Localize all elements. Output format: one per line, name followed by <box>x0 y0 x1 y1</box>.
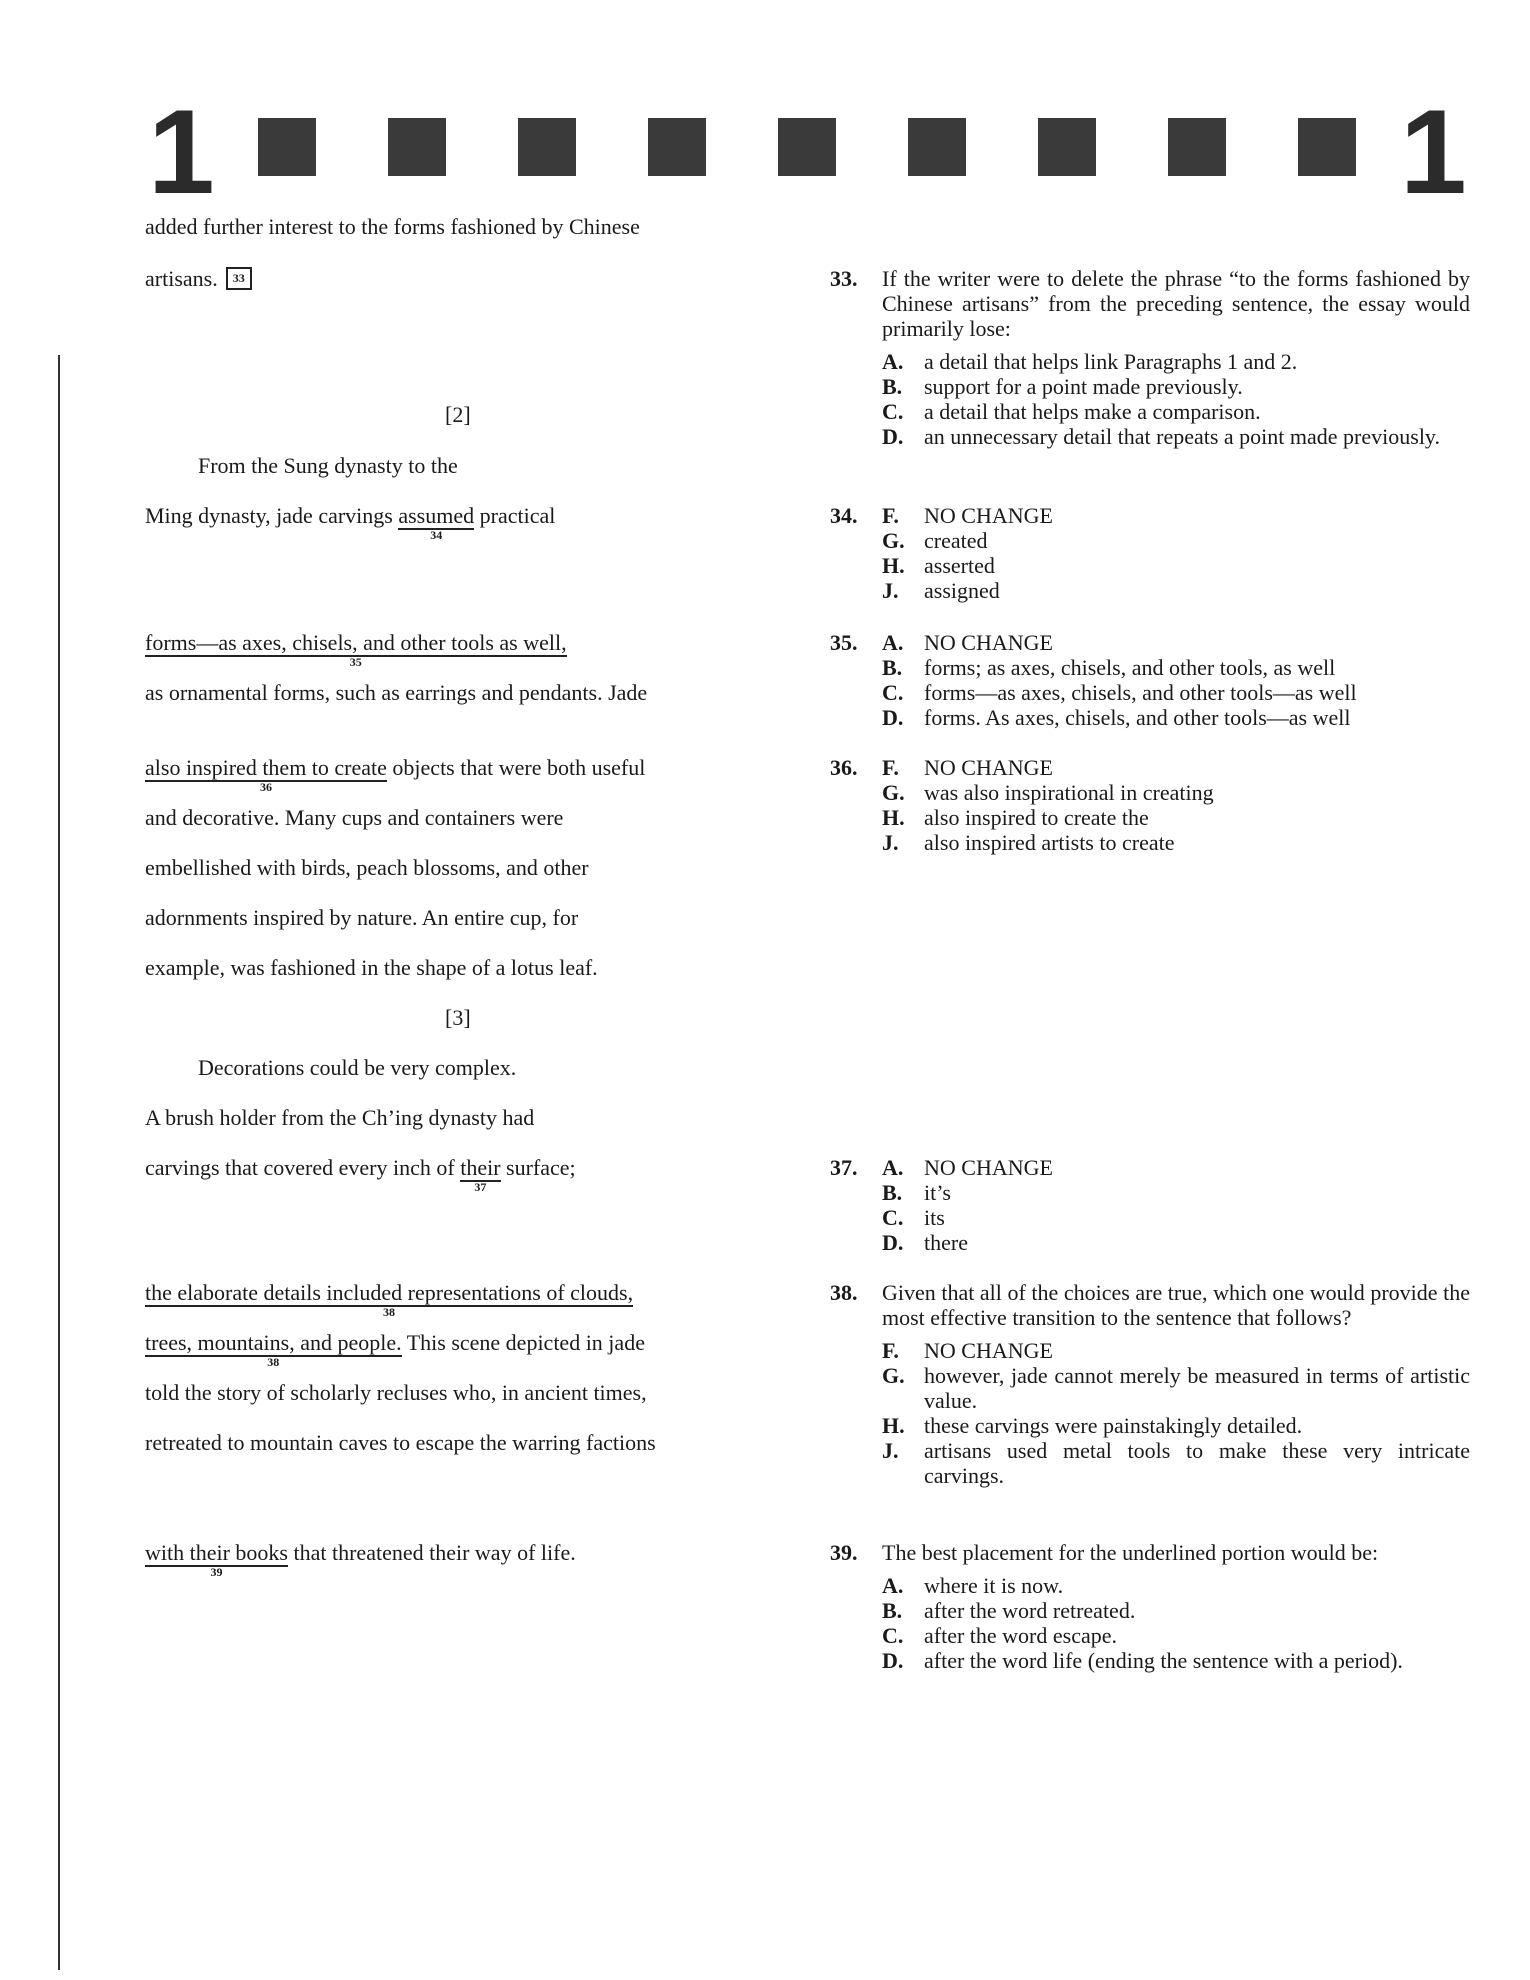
section-number-left: 1 <box>148 85 215 219</box>
passage-line: adornments inspired by nature. An entire cup, for <box>145 905 579 930</box>
option-text: support for a point made previously. <box>924 374 1243 399</box>
header-block <box>388 118 446 176</box>
underlined-text: also inspired them to create <box>145 755 387 780</box>
option-text: also inspired to create the <box>924 805 1149 830</box>
header-block <box>648 118 706 176</box>
paragraph-number: [2] <box>445 402 471 427</box>
header-block <box>258 118 316 176</box>
option-text: artisans used metal tools to make these very intricate carvings. <box>924 1438 1470 1488</box>
option-text: assigned <box>924 578 1000 603</box>
passage-text: This scene depicted in jade <box>401 1330 645 1355</box>
question-ref-36: 36 <box>259 780 272 795</box>
question-33 <box>830 266 1470 449</box>
option-letter: F. <box>882 503 899 528</box>
answer-option[interactable] <box>882 830 1470 855</box>
header-block <box>778 118 836 176</box>
option-letter: A. <box>882 349 904 374</box>
option-letter: D. <box>882 1648 904 1673</box>
option-letter: H. <box>882 805 905 830</box>
answer-option[interactable] <box>882 755 1470 780</box>
header-block <box>1298 118 1356 176</box>
answer-option[interactable] <box>882 1413 1470 1438</box>
option-text: after the word escape. <box>924 1623 1118 1648</box>
passage-line: example, was fashioned in the shape of a lotus leaf. <box>145 955 598 980</box>
question-35 <box>830 630 1470 730</box>
answer-option[interactable] <box>882 399 1470 424</box>
answer-option[interactable] <box>882 1205 1470 1230</box>
question-stem: If the writer were to delete the phrase “to the forms fashioned by Chinese artisans” from the preceding sentence, the essay would primarily lose: <box>882 266 1470 341</box>
option-letter: H. <box>882 553 905 578</box>
option-text: where it is now. <box>924 1573 1064 1598</box>
question-number: 36. <box>830 755 858 780</box>
option-text: after the word retreated. <box>924 1598 1136 1623</box>
question-39 <box>830 1540 1470 1673</box>
underlined-portion-36[interactable] <box>145 755 387 795</box>
question-number: 38. <box>830 1280 858 1305</box>
answer-option[interactable] <box>882 805 1470 830</box>
question-number: 33. <box>830 266 858 291</box>
option-letter: F. <box>882 1338 899 1363</box>
question-34 <box>830 503 1470 603</box>
underlined-text: assumed <box>398 503 475 528</box>
answer-option[interactable] <box>882 655 1470 680</box>
option-letter: B. <box>882 1598 903 1623</box>
passage-line <box>145 630 567 670</box>
passage-text: objects that were both useful <box>386 755 646 780</box>
option-text: it’s <box>924 1180 951 1205</box>
underlined-portion-38[interactable] <box>145 1280 634 1320</box>
option-text: a detail that helps make a comparison. <box>924 399 1261 424</box>
option-letter: B. <box>882 374 903 399</box>
option-letter: G. <box>882 1363 905 1388</box>
passage-line: From the Sung dynasty to the <box>198 453 458 478</box>
option-letter: G. <box>882 780 905 805</box>
answer-option[interactable] <box>882 1573 1470 1598</box>
answer-option[interactable] <box>882 1598 1470 1623</box>
answer-option[interactable] <box>882 680 1470 705</box>
option-letter: B. <box>882 1180 903 1205</box>
underlined-portion-39[interactable] <box>145 1540 288 1580</box>
header-block <box>1038 118 1096 176</box>
underlined-portion-38[interactable] <box>145 1330 402 1370</box>
paragraph-number: [3] <box>445 1005 471 1030</box>
question-ref-35: 35 <box>349 655 362 670</box>
passage-line <box>145 266 252 292</box>
answer-option[interactable] <box>882 1338 1470 1363</box>
question-36 <box>830 755 1470 855</box>
question-number: 37. <box>830 1155 858 1180</box>
answer-option[interactable] <box>882 705 1470 730</box>
option-letter: D. <box>882 705 904 730</box>
option-text: NO CHANGE <box>924 1338 1053 1363</box>
option-text: there <box>924 1230 968 1255</box>
question-stem: The best placement for the underlined portion would be: <box>882 1540 1379 1565</box>
answer-option[interactable] <box>882 1155 1470 1180</box>
answer-option[interactable] <box>882 424 1470 449</box>
answer-option[interactable] <box>882 1363 1470 1413</box>
underlined-text: the elaborate details included representations of clouds, <box>145 1280 634 1305</box>
option-letter: C. <box>882 1205 904 1230</box>
option-text: forms; as axes, chisels, and other tools, as well <box>924 655 1336 680</box>
option-text: its <box>924 1205 945 1230</box>
question-ref-34: 34 <box>430 528 443 543</box>
header-block <box>1168 118 1226 176</box>
option-letter: J. <box>882 830 899 855</box>
option-text: an unnecessary detail that repeats a point made previously. <box>924 424 1441 449</box>
question-number: 34. <box>830 503 858 528</box>
underlined-portion-37[interactable] <box>460 1155 501 1195</box>
answer-option[interactable] <box>882 780 1470 805</box>
answer-option[interactable] <box>882 1180 1470 1205</box>
option-letter: C. <box>882 399 904 424</box>
option-letter: C. <box>882 1623 904 1648</box>
passage-text: surface; <box>500 1155 576 1180</box>
underlined-portion-34[interactable] <box>398 503 475 543</box>
passage-line: Decorations could be very complex. <box>198 1055 517 1080</box>
question-38 <box>830 1280 1470 1488</box>
question-number: 39. <box>830 1540 858 1565</box>
option-letter: J. <box>882 578 899 603</box>
question-number: 35. <box>830 630 858 655</box>
underlined-text: forms—as axes, chisels, and other tools as well, <box>145 630 567 655</box>
passage-line: retreated to mountain caves to escape the warring factions <box>145 1430 656 1455</box>
option-letter: A. <box>882 1573 904 1598</box>
option-text: created <box>924 528 988 553</box>
header-block <box>518 118 576 176</box>
option-text: these carvings were painstakingly detailed. <box>924 1413 1303 1438</box>
passage-text: practical <box>474 503 556 528</box>
answer-option[interactable] <box>882 578 1470 603</box>
passage-line: A brush holder from the Ch’ing dynasty had <box>145 1105 535 1130</box>
option-letter: A. <box>882 1155 904 1180</box>
option-letter: C. <box>882 680 904 705</box>
option-text: NO CHANGE <box>924 755 1053 780</box>
question-ref-38: 38 <box>267 1355 280 1370</box>
option-letter: B. <box>882 655 903 680</box>
passage-line: embellished with birds, peach blossoms, and other <box>145 855 589 880</box>
option-text: NO CHANGE <box>924 503 1053 528</box>
passage-line: and decorative. Many cups and containers were <box>145 805 564 830</box>
option-text: NO CHANGE <box>924 630 1053 655</box>
option-text: NO CHANGE <box>924 1155 1053 1180</box>
underlined-portion-35[interactable] <box>145 630 567 670</box>
option-text: was also inspirational in creating <box>924 780 1214 805</box>
question-ref-39: 39 <box>210 1565 223 1580</box>
passage-text: artisans. <box>145 266 218 291</box>
underlined-text: trees, mountains, and people. <box>145 1330 402 1355</box>
option-letter: A. <box>882 630 904 655</box>
margin-rule <box>58 355 60 1970</box>
answer-option[interactable] <box>882 349 1470 374</box>
option-text: forms—as axes, chisels, and other tools—as well <box>924 680 1357 705</box>
answer-option[interactable] <box>882 1623 1470 1648</box>
passage-line <box>145 755 646 795</box>
answer-option[interactable] <box>882 503 1470 528</box>
answer-option[interactable] <box>882 553 1470 578</box>
passage-text: that threatened their way of life. <box>288 1540 576 1565</box>
passage-line <box>145 1280 634 1320</box>
answer-option[interactable] <box>882 630 1470 655</box>
underlined-text: with their books <box>145 1540 288 1565</box>
header-block <box>908 118 966 176</box>
section-number-right: 1 <box>1400 85 1467 219</box>
passage-text: Ming dynasty, jade carvings <box>145 503 399 528</box>
option-text: after the word life (ending the sentence with a period). <box>924 1648 1403 1673</box>
underlined-text: their <box>460 1155 501 1180</box>
passage-line: told the story of scholarly recluses who, in ancient times, <box>145 1380 647 1405</box>
passage-line <box>145 503 556 543</box>
passage-line <box>145 1155 576 1195</box>
passage-line: as ornamental forms, such as earrings and pendants. Jade <box>145 680 648 705</box>
passage-text: carvings that covered every inch of <box>145 1155 461 1180</box>
option-letter: J. <box>882 1438 899 1463</box>
passage-line <box>145 1540 576 1580</box>
passage-line <box>145 1330 645 1370</box>
answer-option[interactable] <box>882 528 1470 553</box>
option-letter: F. <box>882 755 899 780</box>
option-letter: H. <box>882 1413 905 1438</box>
option-letter: D. <box>882 424 904 449</box>
question-ref-37: 37 <box>474 1180 487 1195</box>
option-text: forms. As axes, chisels, and other tools—as well <box>924 705 1351 730</box>
option-text: however, jade cannot merely be measured in terms of artistic value. <box>924 1363 1470 1413</box>
question-stem: Given that all of the choices are true, which one would provide the most effective transition to the sentence that follows? <box>882 1280 1470 1330</box>
question-37 <box>830 1155 1470 1255</box>
answer-option[interactable] <box>882 1648 1470 1673</box>
question-box-33[interactable]: 33 <box>226 267 252 290</box>
option-letter: G. <box>882 528 905 553</box>
option-text: asserted <box>924 553 995 578</box>
answer-option[interactable] <box>882 374 1470 399</box>
option-text: a detail that helps link Paragraphs 1 and 2. <box>924 349 1298 374</box>
option-text: also inspired artists to create <box>924 830 1175 855</box>
option-letter: D. <box>882 1230 904 1255</box>
answer-option[interactable] <box>882 1230 1470 1255</box>
answer-option[interactable] <box>882 1438 1470 1488</box>
question-ref-38: 38 <box>383 1305 396 1320</box>
passage-line: added further interest to the forms fashioned by Chinese <box>145 214 640 239</box>
